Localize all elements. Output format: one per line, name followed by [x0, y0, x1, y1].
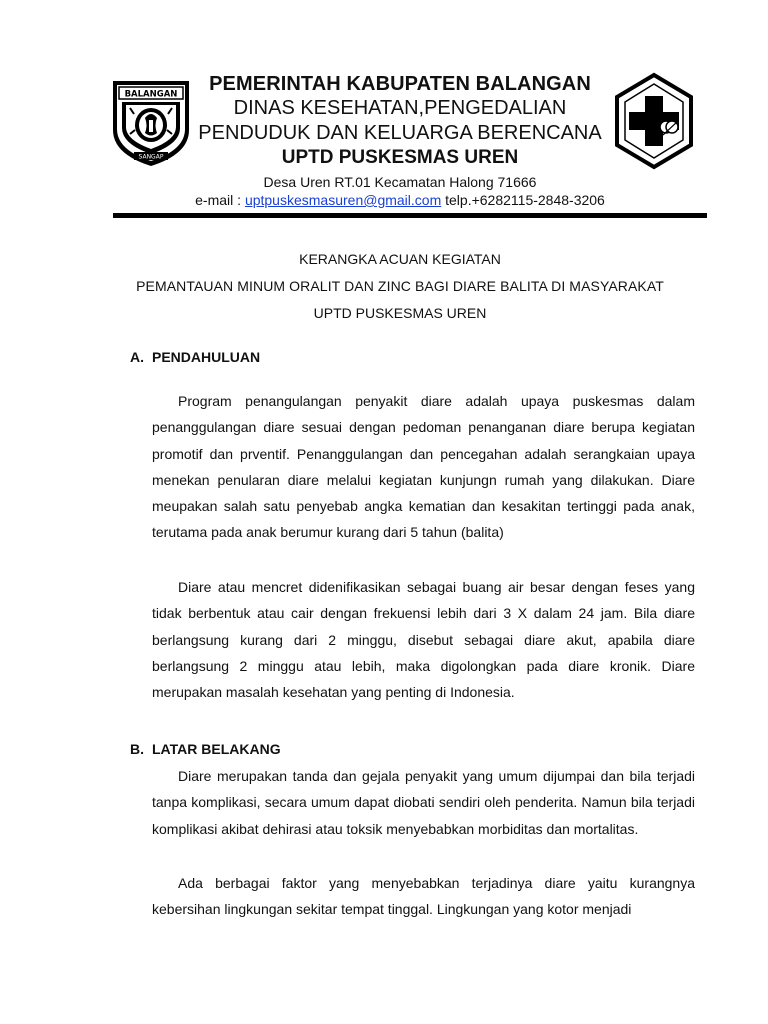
email-label: e-mail : [195, 192, 242, 208]
document-subtitle: PEMANTAUAN MINUM ORALIT DAN ZINC BAGI DIARE BALITA DI MASYARAKAT [136, 278, 664, 294]
letterhead-department: DINAS KESEHATAN,PENGEDALIAN [233, 97, 567, 119]
letterhead-divider [113, 213, 707, 218]
document-title: KERANGKA ACUAN KEGIATAN [299, 251, 501, 267]
letterhead-unit: UPTD PUSKESMAS UREN [281, 147, 519, 168]
puskesmas-logo [612, 72, 696, 170]
crest-bottom-text: SANGAP [138, 153, 164, 161]
section-b-heading [130, 740, 281, 758]
section-b-number: B. [130, 741, 144, 757]
letterhead-department-cont: PENDUDUK DAN KELUARGA BERENCANA [198, 122, 602, 144]
letterhead-government: PEMERINTAH KABUPATEN BALANGAN [209, 73, 591, 95]
section-a-title: PENDAHULUAN [152, 349, 261, 365]
section-a-number: A. [130, 349, 144, 365]
balangan-crest-logo [110, 78, 192, 168]
section-a-heading [130, 348, 260, 366]
section-a-paragraph-2: Diare atau mencret didenifikasikan sebagai buang air besar dengan feses yang tidak berbentuk atau cair dengan frekuensi lebih dari 3 X dalam 24 jam. Bila diare berlangsung kurang dari 2 minggu, disebut sebagai diare akut, apabila diare berlangsung 2 minggu atau lebih, maka digolongkan pada diare kronik. Diare merupakan masalah kesehatan yang penting di Indonesia. [152, 579, 695, 701]
section-b-paragraph-2: Ada berbagai faktor yang menyebabkan terjadinya diare yaitu kurangnya kebersihan lingkungan sekitar tempat tinggal. Lingkungan yang kotor menjadi [152, 875, 695, 918]
section-b-title: LATAR BELAKANG [152, 741, 281, 757]
email-link[interactable]: uptpuskesmasuren@gmail.com [244, 192, 442, 208]
crest-top-text: BALANGAN [124, 89, 178, 100]
section-a-paragraph-1: Program penangulangan penyakit diare adalah upaya puskesmas dalam penanggulangan diare sesuai dengan pedoman penanganan diare berupa kegiatan promotif dan prventif. Penanggulangan dan pencegahan adalah serangkaian upaya menekan penularan diare melalui kegiatan kunjungn rumah yang dilakukan. Diare meupakan salah satu penyebab angka kematian dan kesakitan tertinggi pada anak, terutama pada anak berumur kurang dari 5 tahun (balita) [152, 393, 695, 541]
document-unit: UPTD PUSKESMAS UREN [313, 305, 487, 321]
letterhead-address: Desa Uren RT.01 Kecamatan Halong 71666 [263, 174, 537, 190]
letterhead [190, 72, 610, 209]
letterhead-contact [190, 191, 610, 209]
section-b-paragraph-1: Diare merupakan tanda dan gejala penyakit yang umum dijumpai dan bila terjadi tanpa komplikasi, secara umum dapat diobati sendiri oleh penderita. Namun bila terjadi komplikasi akibat dehirasi atau toksik menyebabkan morbiditas dan mortalitas. [152, 768, 695, 837]
phone-number: telp.+6282115-2848-3206 [445, 192, 605, 208]
document-title-block [90, 246, 710, 327]
